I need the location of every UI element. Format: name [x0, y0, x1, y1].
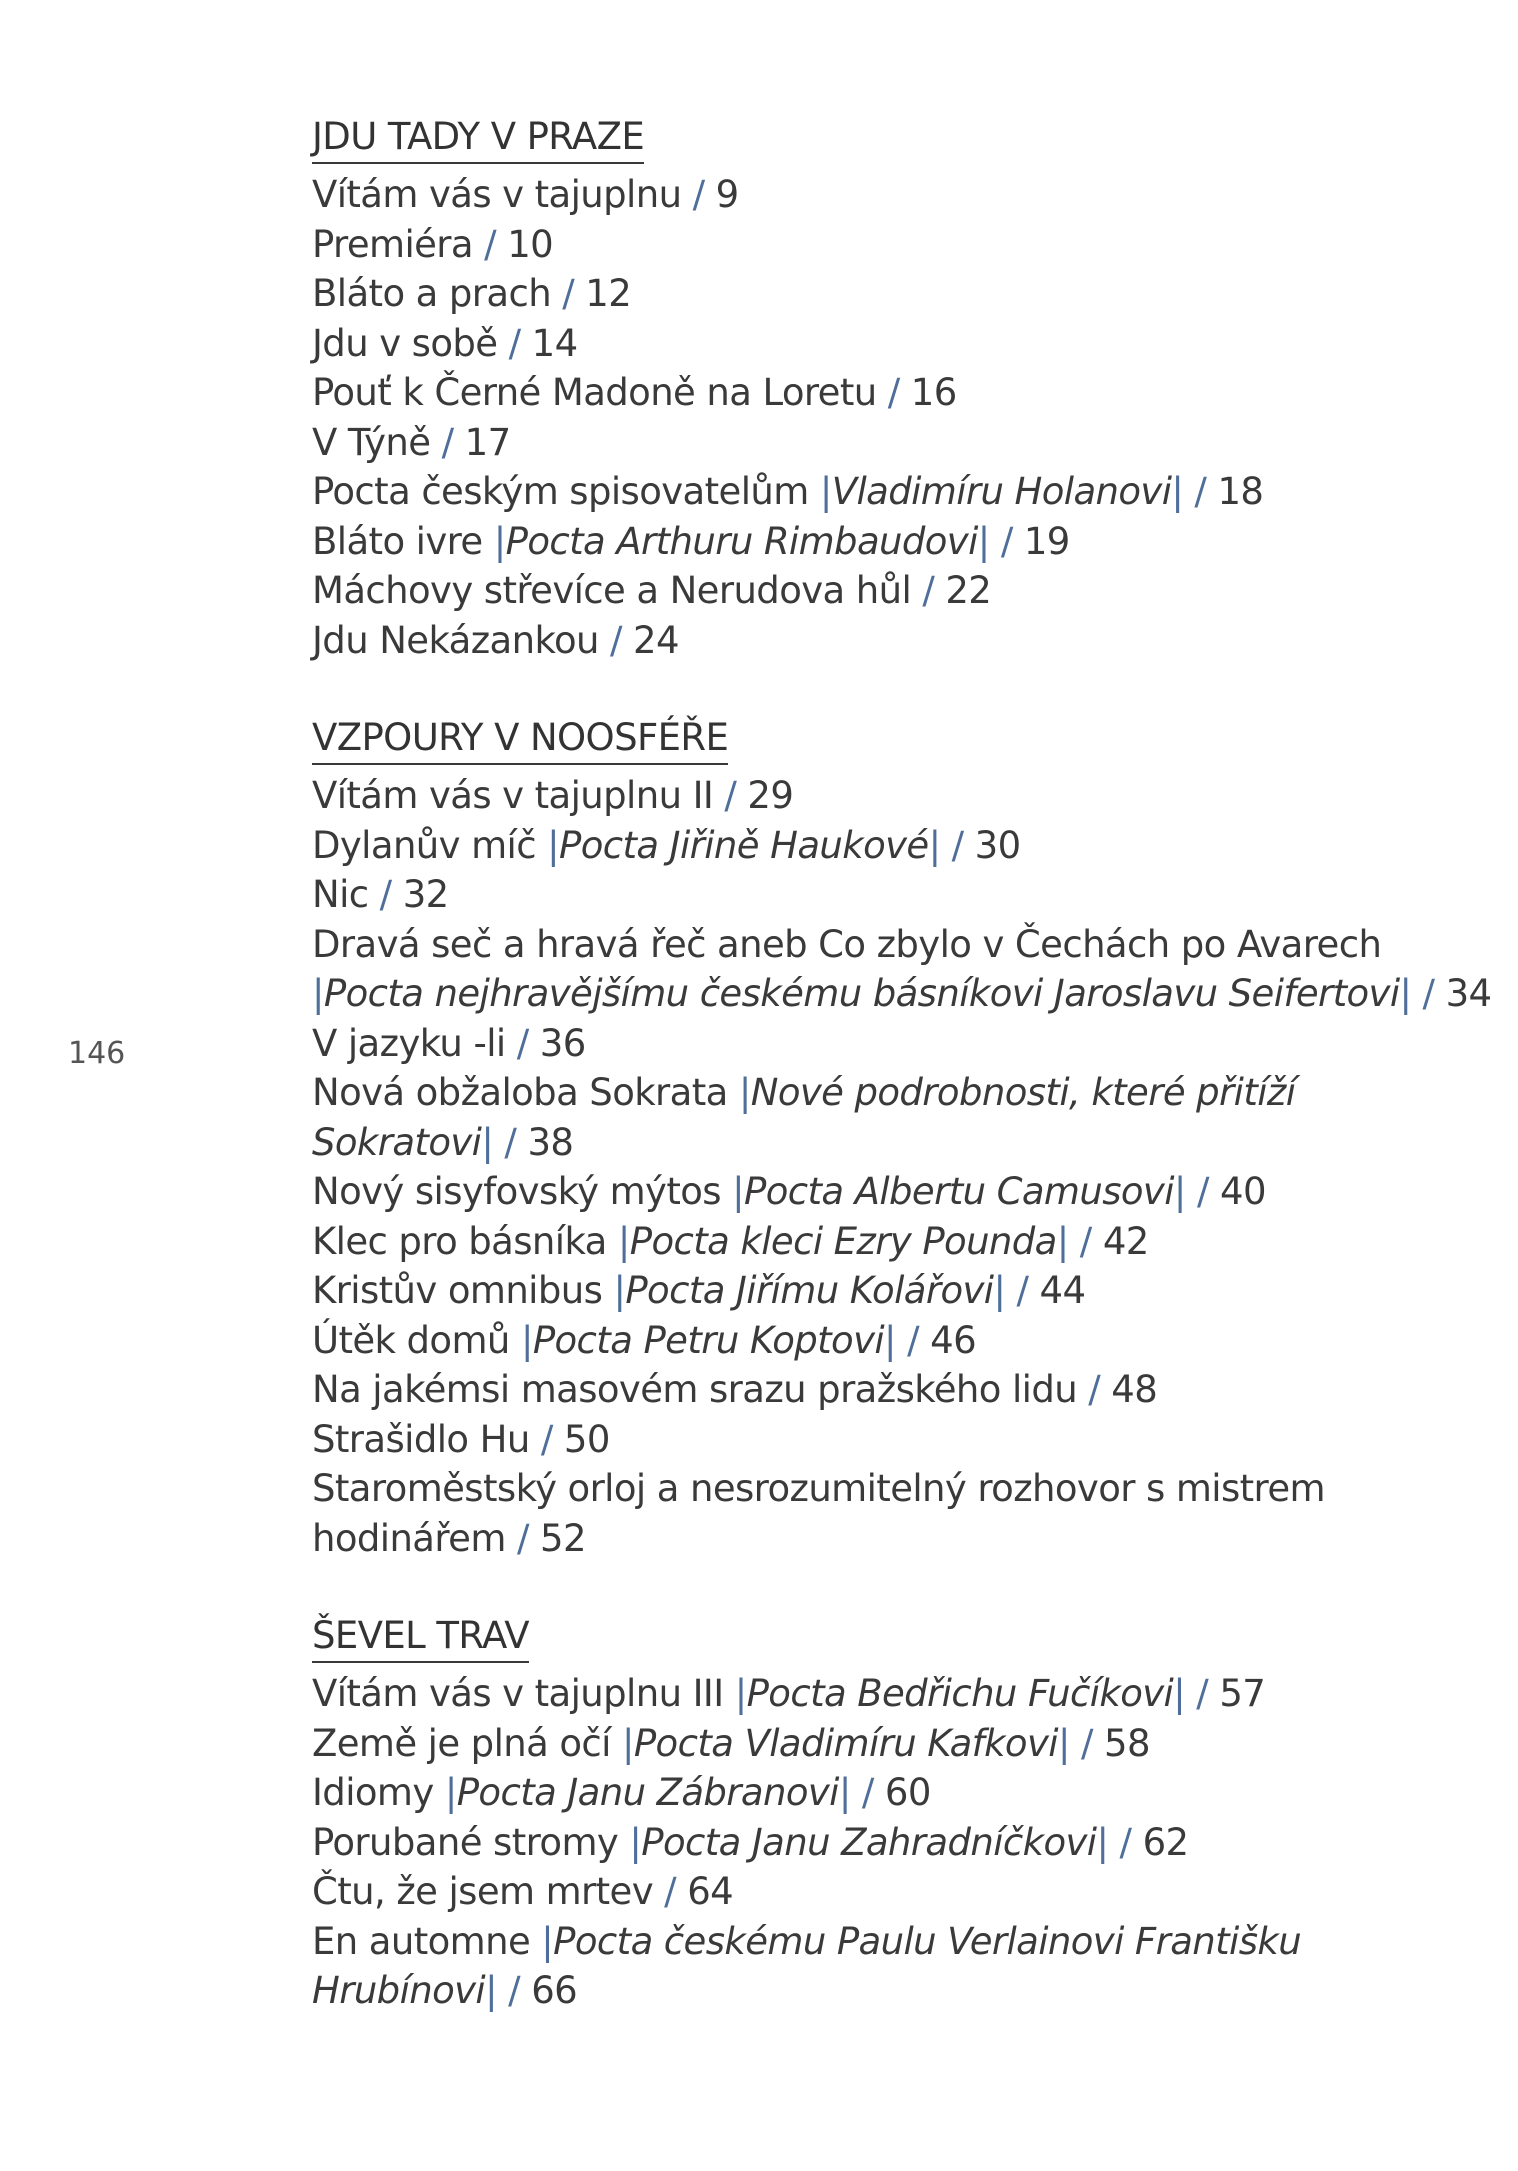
dedication-separator: | [738, 1071, 751, 1114]
dedication-separator: | [629, 1820, 642, 1864]
entry-dedication: Vladimíru Holanovi [831, 470, 1172, 513]
page-separator: / [493, 1120, 528, 1164]
entry-title: Vítám vás v tajuplnu III [312, 1672, 724, 1715]
entry-title: Klec pro básníka [312, 1219, 607, 1263]
entry-page-number: 12 [585, 272, 632, 315]
entry-page-number: 46 [930, 1318, 977, 1362]
page-separator: / [1411, 972, 1446, 1015]
entry-title: En automne [312, 1919, 531, 1963]
entry-title: Nic [312, 873, 369, 916]
entry-page-number: 66 [531, 1969, 578, 2012]
entry-dedication: Pocta Albertu Camusovi [744, 1170, 1174, 1213]
entry-title: Vítám vás v tajuplnu [312, 173, 682, 216]
page-separator: / [497, 1969, 532, 2012]
entry-page-number: 17 [464, 420, 511, 464]
entry-dedication: Pocta českému Paulu Verlainovi Františku [553, 1919, 1302, 1963]
toc-entry [312, 1316, 1502, 1366]
entry-page-number: 48 [1111, 1368, 1158, 1411]
entry-title: Premiéra [312, 222, 473, 266]
page-separator: / [497, 321, 532, 365]
dedication-separator: | [481, 1120, 494, 1164]
toc-entry [312, 170, 1502, 220]
toc-entry [312, 1818, 1502, 1868]
dedication-separator: | [1056, 1219, 1069, 1263]
toc-entry [312, 220, 1502, 270]
dedication-separator: | [547, 823, 560, 867]
dedication-separator: | [884, 1318, 896, 1362]
entry-title: Strašidlo Hu [312, 1417, 530, 1461]
toc-entry [312, 269, 1502, 319]
entry-list [312, 1669, 1502, 2016]
entry-title: Země je plná očí [312, 1721, 611, 1765]
entry-title: Jdu v sobě [312, 321, 498, 365]
toc-entry [312, 1768, 1502, 1818]
toc-entry [312, 467, 1502, 517]
entry-title: Čtu, že jsem mrtev [312, 1870, 654, 1913]
entry-page-number: 38 [527, 1120, 574, 1164]
page-separator: / [1185, 1672, 1220, 1715]
dedication-separator: | [444, 1771, 457, 1814]
entry-page-number: 62 [1142, 1820, 1189, 1864]
dedication-separator: | [485, 1969, 497, 2012]
entry-title: Dylanův míč [312, 823, 536, 867]
entry-title: Kristův omnibus [312, 1269, 603, 1312]
entry-dedication: Pocta Jiřině Haukové [559, 823, 929, 867]
page-number: 146 [68, 1036, 126, 1071]
toc-entry [312, 1464, 1502, 1563]
dedication-separator: | [928, 823, 941, 867]
entry-page-number: 24 [633, 618, 679, 662]
toc-entry [312, 1217, 1502, 1267]
entry-dedication: Pocta Petru Koptovi [532, 1318, 885, 1362]
toc-section [312, 112, 1502, 665]
page-separator: / [850, 1771, 885, 1814]
page-separator: / [1183, 470, 1218, 513]
entry-page-number: 40 [1220, 1170, 1266, 1213]
toc-section [312, 1611, 1502, 2016]
entry-page-number: 10 [507, 222, 554, 266]
entry-dedication: Pocta kleci Ezry Pounda [629, 1219, 1057, 1263]
dedication-separator: | [1173, 1672, 1186, 1715]
dedication-separator: | [1096, 1820, 1109, 1864]
dedication-separator: | [1399, 972, 1412, 1015]
toc-entry [312, 870, 1502, 920]
page-separator: / [1005, 1269, 1040, 1312]
page-separator: / [895, 1318, 931, 1362]
page-separator: / [551, 272, 586, 315]
toc-entry [312, 1167, 1502, 1217]
page-separator: / [1068, 1219, 1103, 1263]
dedication-separator: | [1057, 1721, 1070, 1765]
page-separator: / [681, 173, 716, 216]
page-separator: / [505, 1021, 540, 1065]
toc-entry [312, 616, 1502, 666]
toc-entry [312, 821, 1502, 871]
dedication-separator: | [613, 1269, 626, 1312]
entry-title: Vítám vás v tajuplnu II [312, 774, 714, 817]
toc-entry [312, 771, 1502, 821]
toc-entry [312, 1068, 1502, 1167]
entry-title: Bláto ivre [312, 519, 483, 563]
page-separator: / [473, 222, 508, 266]
entry-page-number: 44 [1039, 1269, 1086, 1312]
entry-dedication-continued: Hrubínovi [312, 1969, 486, 2012]
page-separator: / [1108, 1820, 1143, 1864]
entry-list [312, 170, 1502, 665]
entry-title: Bláto a prach [312, 272, 552, 315]
table-of-contents [312, 112, 1502, 2016]
entry-title: V Týně [312, 420, 431, 464]
page-separator: / [989, 519, 1024, 563]
toc-entry [312, 1917, 1502, 2016]
entry-dedication: Pocta Vladimíru Kafkovi [633, 1721, 1058, 1765]
entry-dedication: Pocta Bedřichu Fučíkovi [746, 1672, 1174, 1715]
toc-entry [312, 1719, 1502, 1769]
entry-title: Pouť k Černé Madoně na Loretu [312, 371, 877, 414]
toc-entry [312, 1266, 1502, 1316]
page-separator: / [1077, 1368, 1112, 1411]
page-separator: / [1185, 1170, 1220, 1213]
entry-title: Útěk domů [312, 1318, 510, 1362]
entry-page-number: 32 [402, 873, 449, 916]
entry-list [312, 771, 1502, 1563]
entry-title-continued: hodinářem [312, 1516, 506, 1560]
page-separator: / [713, 774, 748, 817]
dedication-separator: | [1173, 1170, 1186, 1213]
entry-page-number: 18 [1217, 470, 1264, 513]
toc-entry [312, 566, 1502, 616]
entry-page-number: 9 [715, 173, 739, 216]
toc-entry [312, 1867, 1502, 1917]
toc-entry [312, 920, 1502, 1019]
page-separator: / [529, 1417, 564, 1461]
entry-page-number: 64 [687, 1870, 734, 1913]
dedication-separator: | [1171, 470, 1184, 513]
page-separator: / [1069, 1721, 1105, 1765]
entry-page-number: 22 [945, 569, 992, 612]
entry-page-number: 30 [974, 823, 1021, 867]
page-separator: / [505, 1516, 540, 1560]
entry-title: Idiomy [312, 1771, 434, 1814]
dedication-separator: | [493, 519, 506, 563]
entry-page-number: 16 [910, 371, 957, 414]
toc-section [312, 713, 1502, 1563]
entry-dedication: Pocta nejhravějšímu českému básníkovi Jaroslavu Seifertovi [323, 972, 1400, 1015]
dedication-separator: | [541, 1919, 554, 1963]
section-heading: VZPOURY V NOOSFÉŘE [312, 713, 728, 765]
entry-page-number: 14 [531, 321, 578, 365]
dedication-separator: | [819, 470, 832, 513]
entry-page-number: 52 [540, 1516, 586, 1560]
dedication-separator: | [732, 1170, 745, 1213]
dedication-separator: | [838, 1771, 851, 1814]
toc-entry [312, 319, 1502, 369]
entry-dedication: Pocta Janu Zábranovi [456, 1771, 839, 1814]
toc-entry [312, 1365, 1502, 1415]
toc-entry [312, 1669, 1502, 1719]
dedication-separator: | [734, 1672, 747, 1715]
page-separator: / [598, 618, 634, 662]
section-heading: ŠEVEL TRAV [312, 1611, 529, 1663]
toc-entry [312, 1415, 1502, 1465]
entry-page-number: 29 [747, 774, 794, 817]
dedication-separator: | [621, 1721, 634, 1765]
entry-title: Dravá seč a hravá řeč aneb Co zbylo v Čechách po Avarech [312, 922, 1382, 966]
entry-page-number: 57 [1219, 1672, 1266, 1715]
entry-dedication: Nové podrobnosti, které přitíží [750, 1071, 1296, 1114]
entry-title: Porubané stromy [312, 1820, 619, 1864]
entry-title: V jazyku -li [312, 1021, 506, 1065]
toc-entry [312, 418, 1502, 468]
entry-title: Na jakémsi masovém srazu pražského lidu [312, 1368, 1078, 1411]
entry-dedication: Pocta Janu Zahradníčkovi [641, 1820, 1097, 1864]
entry-title: Nová obžaloba Sokrata [312, 1071, 728, 1114]
page-separator: / [653, 1870, 688, 1913]
entry-page-number: 58 [1104, 1721, 1150, 1765]
entry-page-number: 34 [1445, 972, 1492, 1015]
dedication-separator: | [520, 1318, 533, 1362]
page-separator: / [368, 873, 403, 916]
toc-entry [312, 1019, 1502, 1069]
page-separator: / [911, 569, 946, 612]
page-separator: / [430, 420, 465, 464]
entry-dedication: Pocta Jiřímu Kolářovi [625, 1269, 994, 1312]
entry-title: Pocta českým spisovatelům [312, 470, 809, 513]
entry-title: Máchovy střevíce a Nerudova hůl [312, 569, 912, 612]
entry-page-number: 19 [1023, 519, 1070, 563]
entry-page-number: 50 [563, 1417, 610, 1461]
entry-title: Nový sisyfovský mýtos [312, 1170, 721, 1213]
entry-title: Staroměstský orloj a nesrozumitelný rozhovor s mistrem [312, 1467, 1325, 1510]
toc-entry [312, 368, 1502, 418]
dedication-separator: | [977, 519, 990, 563]
entry-title: Jdu Nekázankou [312, 618, 599, 662]
toc-entry [312, 517, 1502, 567]
dedication-separator: | [312, 972, 324, 1015]
page-separator: / [940, 823, 975, 867]
entry-page-number: 42 [1102, 1219, 1149, 1263]
entry-dedication: Pocta Arthuru Rimbaudovi [505, 519, 978, 563]
entry-page-number: 36 [539, 1021, 586, 1065]
entry-page-number: 60 [884, 1771, 931, 1814]
dedication-separator: | [617, 1219, 630, 1263]
section-heading: JDU TADY V PRAZE [312, 112, 644, 164]
entry-dedication-continued: Sokratovi [312, 1120, 482, 1164]
dedication-separator: | [993, 1269, 1006, 1312]
page-separator: / [876, 371, 911, 414]
